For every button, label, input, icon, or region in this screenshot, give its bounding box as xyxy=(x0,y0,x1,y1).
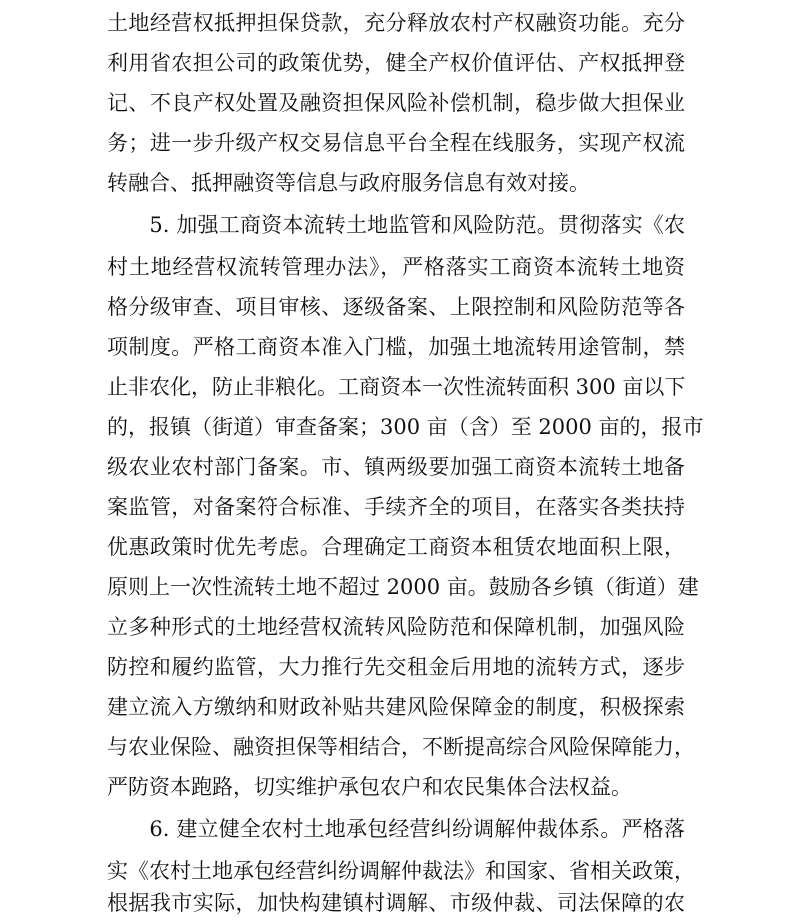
text-line: 优惠政策时优先考虑。合理确定工商资本租赁农地面积上限， xyxy=(107,535,685,559)
text-line: 格分级审查、项目审核、逐级备案、上限控制和风险防范等各 xyxy=(107,295,685,319)
text-line: 建立流入方缴纳和财政补贴共建风险保障金的制度，积极探索 xyxy=(107,695,685,719)
text-line: 立多种形式的土地经营权流转风险防范和保障机制，加强风险 xyxy=(107,615,685,639)
text-line: 实《农村土地承包经营纠纷调解仲裁法》和国家、省相关政策， xyxy=(107,859,695,883)
text-line: 项制度。严格工商资本准入门槛，加强土地流转用途管制，禁 xyxy=(107,335,685,359)
text-line: 与农业保险、融资担保等相结合，不断提高综合风险保障能力， xyxy=(107,735,695,759)
text-line: 务；进一步升级产权交易信息平台全程在线服务，实现产权流 xyxy=(107,131,685,155)
text-line: 止非农化，防止非粮化。工商资本一次性流转面积 300 亩以下 xyxy=(107,375,686,399)
text-line: 村土地经营权流转管理办法》，严格落实工商资本流转土地资 xyxy=(107,255,685,279)
text-line: 级农业农村部门备案。市、镇两级要加强工商资本流转土地备 xyxy=(107,455,685,479)
section-heading-line: 5. 加强工商资本流转土地监管和风险防范。贯彻落实《农 xyxy=(107,213,685,237)
text-line: 利用省农担公司的政策优势，健全产权价值评估、产权抵押登 xyxy=(107,51,685,75)
text-line: 记、不良产权处置及融资担保风险补偿机制，稳步做大担保业 xyxy=(107,91,685,115)
text-line: 案监管，对备案符合标准、手续齐全的项目，在落实各类扶持 xyxy=(107,495,685,519)
text-line: 的，报镇（街道）审查备案；300 亩（含）至 2000 亩的，报市 xyxy=(107,415,704,439)
text-line: 根据我市实际，加快构建镇村调解、市级仲裁、司法保障的农 xyxy=(107,891,685,915)
text-line: 防控和履约监管，大力推行先交租金后用地的流转方式，逐步 xyxy=(107,655,685,679)
text-line: 严防资本跑路，切实维护承包农户和农民集体合法权益。 xyxy=(107,775,632,799)
text-line: 转融合、抵押融资等信息与政府服务信息有效对接。 xyxy=(107,171,590,195)
text-line: 原则上一次性流转土地不超过 2000 亩。鼓励各乡镇（街道）建 xyxy=(107,575,699,599)
section-heading-line: 6. 建立健全农村土地承包经营纠纷调解仲裁体系。严格落 xyxy=(107,817,685,841)
text-line: 土地经营权抵押担保贷款，充分释放农村产权融资功能。充分 xyxy=(107,11,685,35)
